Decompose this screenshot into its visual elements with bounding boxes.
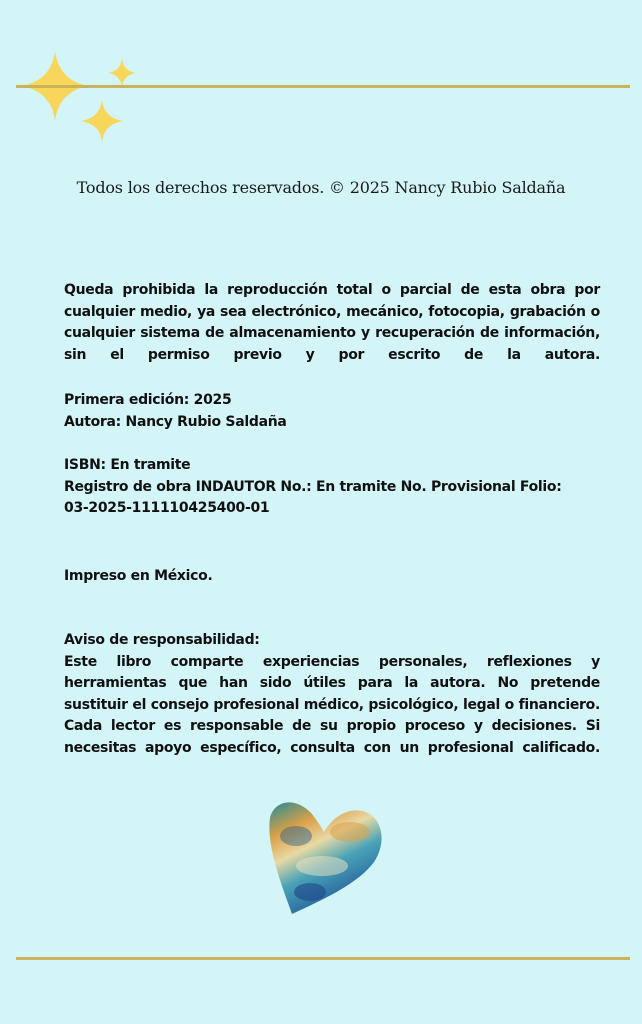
author-line: Autora: Nancy Rubio Saldaña: [64, 413, 287, 430]
watercolor-heart-icon: [262, 796, 388, 918]
disclaimer-text: Este libro comparte experiencias personales, reflexiones y herramientas que han sido útiles para la autora. No pretende sustituir el consejo profesional médico, psicológico, legal o financiero. Cada lector es responsable de su propio proceso y decisiones. Si necesitas apoyo específico, consulta con un profesional calificado.: [64, 653, 600, 756]
printed-in: Impreso en México.: [64, 568, 213, 584]
registration-info: [64, 455, 600, 520]
registro-line: Registro de obra INDAUTOR No.: En tramite No. Provisional Folio:: [64, 478, 562, 495]
rights-notice: Queda prohibida la reproducción total o parcial de esta obra por cualquier medio, ya sea electrónico, mecánico, fotocopia, grabación o cualquier sistema de almacenamiento y recuperación de información, sin el permiso previo y por escrito de la autora.: [64, 282, 600, 363]
copyright-line: Todos los derechos reservados. © 2025 Nancy Rubio Saldaña: [76, 178, 566, 197]
isbn-line: ISBN: En tramite: [64, 457, 191, 473]
sparkle-stars-icon: [0, 0, 160, 160]
bottom-divider: [16, 957, 630, 960]
edition-info: [64, 390, 600, 433]
top-divider: [16, 85, 630, 88]
edition-line: Primera edición: 2025: [64, 392, 232, 408]
disclaimer-heading: Aviso de responsabilidad:: [64, 632, 260, 648]
folio-line: 03-2025-111110425400-01: [64, 500, 270, 516]
disclaimer-section: [64, 630, 600, 781]
